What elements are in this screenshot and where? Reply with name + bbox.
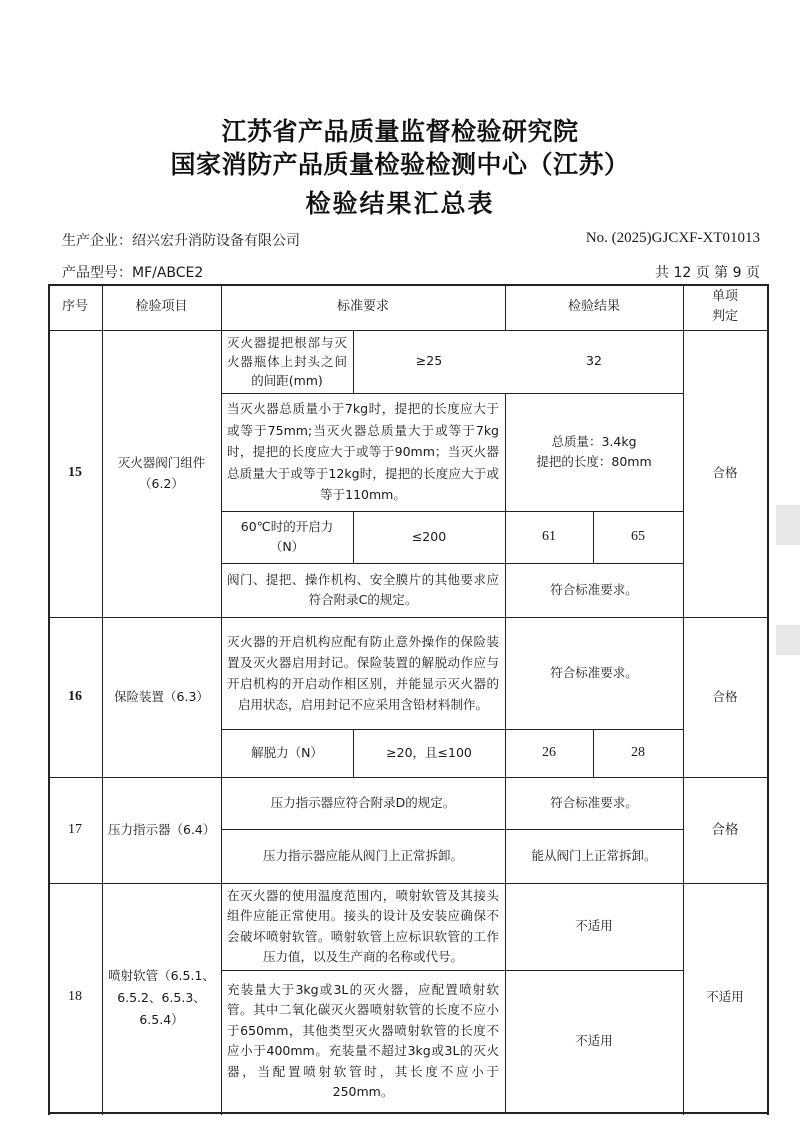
row-18-result-hose-usage: 不适用: [575, 918, 613, 934]
row-15-opening-force-result-2: 65: [631, 528, 645, 544]
row-15-req-handle-gap: 灭火器提把根部与灭火器瓶体上封头之间的间距(mm): [227, 335, 347, 388]
row-18-req-hose-length: 充装量大于3kg或3L的灭火器，应配置喷射软管。其中二氧化碳灭火器喷射软管的长度不应小于650mm，其他类型灭火器喷射软管的长度不应小于400mm。充装量不超过3kg或3L的灭火器，当配置喷射软管时，其长度不应小于250mm。: [227, 981, 499, 1099]
row-16-number: 16: [68, 688, 82, 704]
row-17-result-removable: 能从阀门上正常拆卸。: [531, 847, 657, 863]
row-15-limit-opening-force: ≤200: [411, 528, 447, 544]
row-16-item: 保险装置（6.3）: [114, 688, 209, 704]
row-17-number: 17: [68, 821, 82, 837]
model-label: 产品型号：MF/ABCE2: [62, 265, 204, 281]
row-16-release-force-result-2: 28: [631, 744, 645, 760]
row-18-req-hose-usage: 在灭火器的使用温度范围内，喷射软管及其接头组件应能正常使用。接头的设计及安装应确保不会破坏喷射软管。喷射软管上应标识软管的工作压力值，以及生产商的名称或代号。: [227, 887, 499, 964]
row-18-result-hose-length: 不适用: [575, 1032, 613, 1048]
row-16-req-safety-device: 灭火器的开启机构应配有防止意外操作的保险装置及灭火器启用封记。保险装置的解脱动作应与开启机构的开启动作相区别，并能显示灭火器的启用状态，启用封记不应采用含铅材料制作。: [227, 634, 499, 712]
row-15-req-opening-force: 60℃时的开启力（N）: [240, 518, 334, 554]
row-16-result-safety-device: 符合标准要求。: [550, 664, 638, 680]
row-16-release-force-result-1: 26: [542, 744, 556, 760]
center-title: 国家消防产品质量检验检测中心（江苏）: [170, 150, 630, 179]
row-15-opening-force-result-1: 61: [542, 528, 556, 544]
row-18-verdict: 不适用: [706, 989, 744, 1005]
row-15-result-handle-length: 总质量：3.4kg 提把的长度：80mm: [536, 433, 652, 469]
header-standard: 标准要求: [336, 298, 389, 314]
row-17-result-annex-d: 符合标准要求。: [550, 794, 638, 810]
header-item: 检验项目: [135, 298, 188, 314]
row-18-item: 喷射软管（6.5.1、 6.5.2、6.5.3、 6.5.4）: [108, 967, 215, 1027]
row-15-item: 灭火器阀门组件 （6.2）: [117, 455, 206, 491]
row-16-verdict: 合格: [712, 688, 738, 704]
row-16-limit-release-force: ≥20，且≤100: [386, 744, 472, 760]
header-no: 序号: [61, 298, 88, 314]
row-17-item: 压力指示器（6.4）: [108, 821, 216, 837]
header-result: 检验结果: [567, 298, 620, 314]
row-15-number: 15: [68, 465, 82, 481]
seal-edge-mark: [776, 505, 800, 545]
row-18-number: 18: [68, 989, 82, 1005]
manufacturer-label: 生产企业：绍兴宏升消防设备有限公司: [62, 233, 300, 249]
page-indicator: 共 12 页 第 9 页: [655, 265, 760, 281]
row-15-req-handle-length: 当灭火器总质量小于7kg时，提把的长度应大于或等于75mm;当灭火器总质量大于或等于7kg时，提把的长度应大于或等于90mm；当灭火器总质量大于或等于12kg时，提把的长度应大于或等于110mm。: [227, 401, 499, 503]
row-15-req-other: 阀门、提把、操作机构、安全膜片的其他要求应符合附录C的规定。: [227, 571, 499, 607]
row-15-result-handle-gap: 32: [586, 353, 602, 369]
row-16-req-release-force: 解脱力（N）: [251, 744, 323, 760]
institute-title: 江苏省产品质量监督检验研究院: [221, 117, 579, 146]
report-number: No. (2025)GJCXF-XT01013: [585, 230, 760, 246]
row-15-result-other: 符合标准要求。: [550, 581, 638, 597]
row-15-verdict: 合格: [712, 465, 738, 481]
header-verdict: 单项 判定: [711, 288, 738, 324]
row-17-req-annex-d: 压力指示器应符合附录D的规定。: [270, 794, 456, 810]
seal-edge-mark: [776, 625, 800, 655]
row-17-req-removable: 压力指示器应能从阀门上正常拆卸。: [262, 847, 463, 863]
row-17-verdict: 合格: [711, 821, 739, 838]
document-title: 检验结果汇总表: [305, 189, 495, 218]
row-15-limit-handle-gap: ≥25: [415, 353, 443, 369]
